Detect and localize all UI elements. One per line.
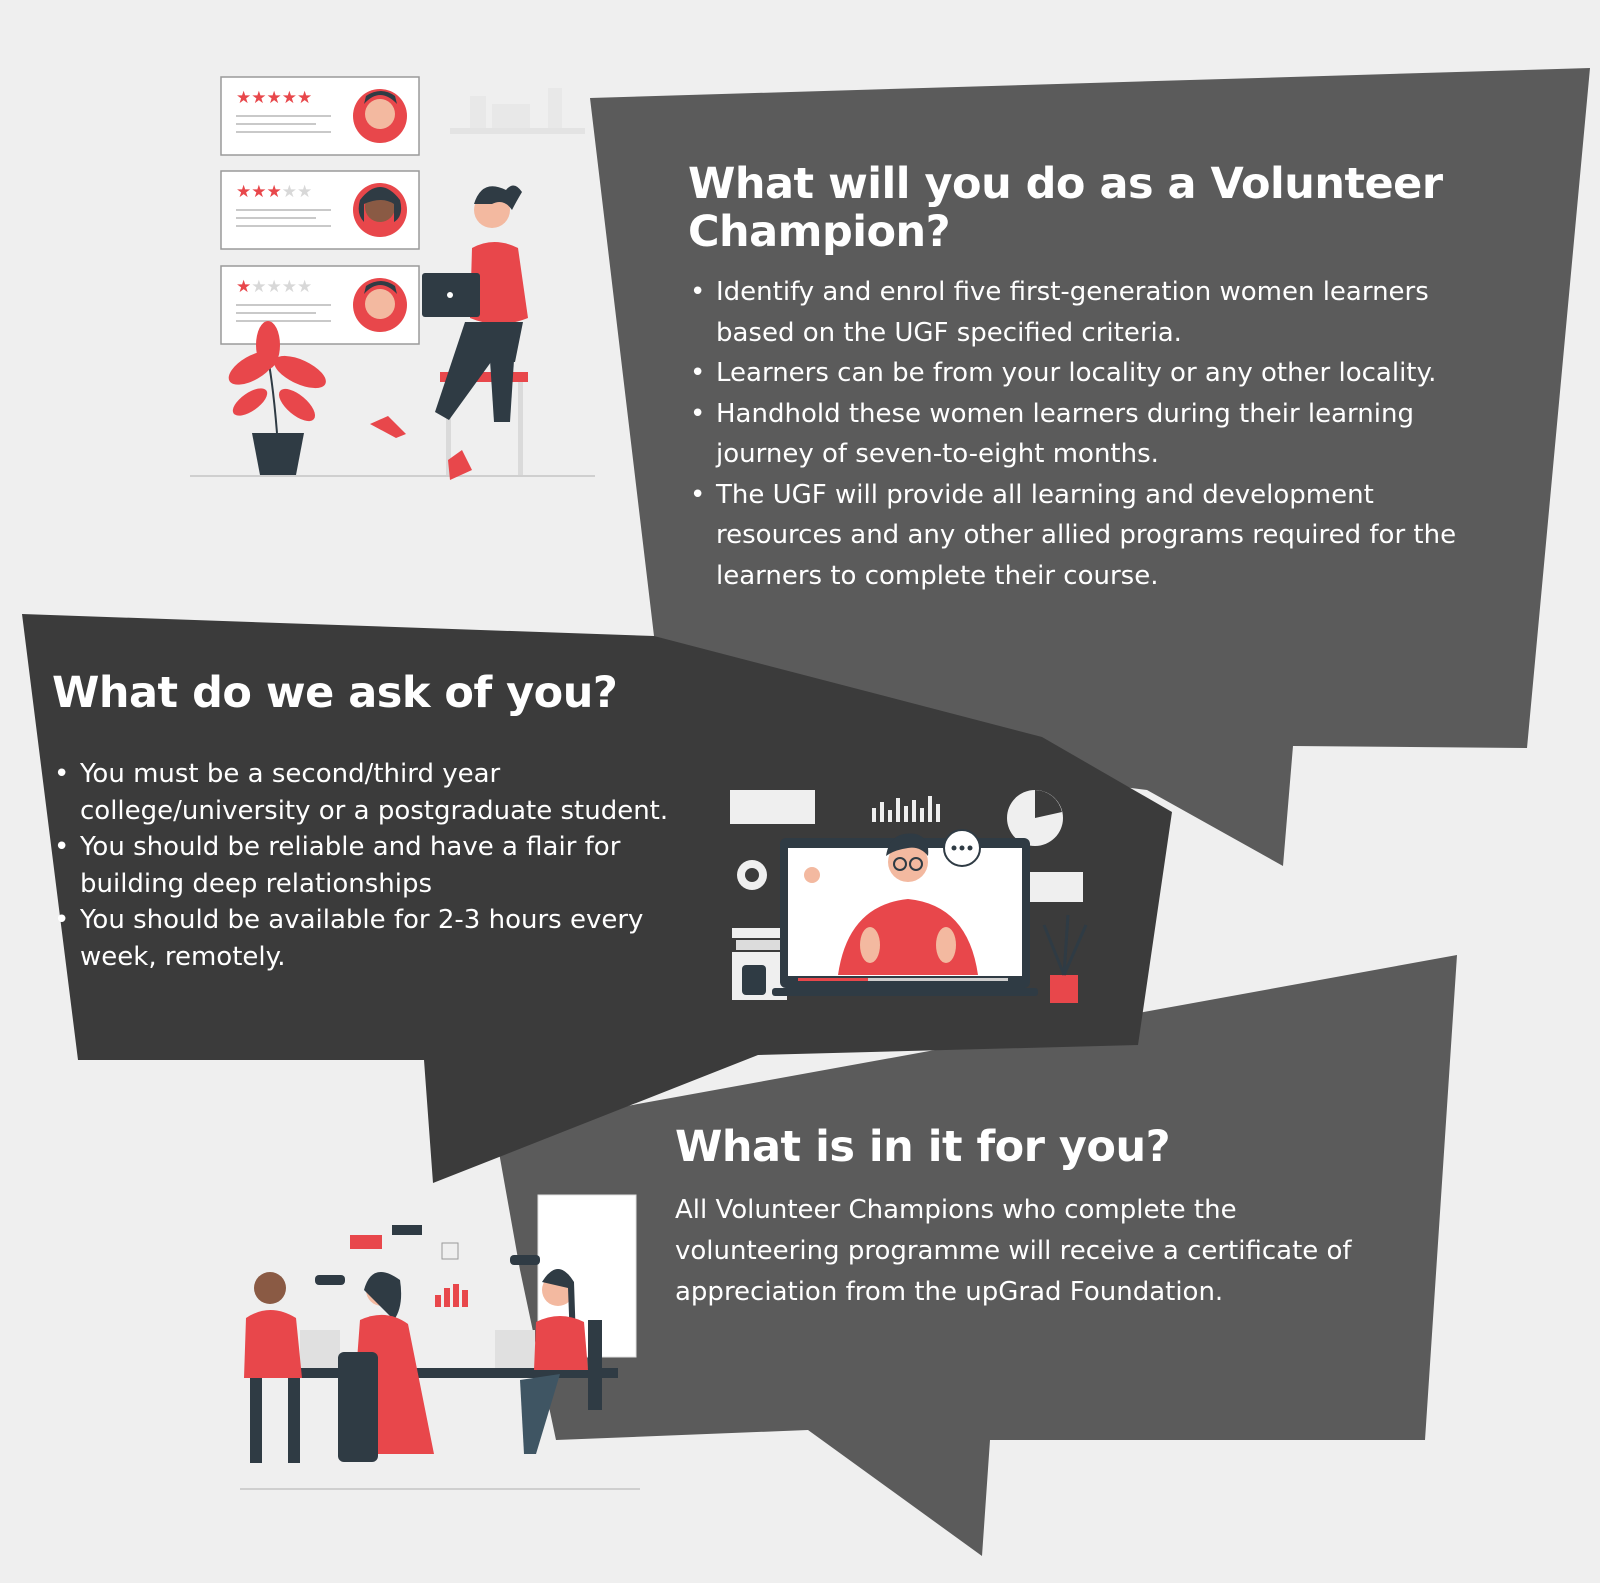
list-item: • The UGF will provide all learning and development resources and any other allied programs required for the learners to complete their course. (688, 475, 1488, 597)
section-benefits (675, 1122, 1355, 1313)
person-middle (338, 1272, 434, 1462)
section-heading: What is in it for you? (675, 1122, 1171, 1172)
list-item: • You should be available for 2-3 hours every week, remotely. (52, 902, 672, 975)
rating-card-five-stars (221, 77, 419, 155)
list-item: • You must be a second/third year college/university or a postgraduate student. (52, 756, 672, 829)
section-heading: What do we ask of you? (52, 668, 618, 718)
stars-five: ★★★★★ (236, 88, 313, 108)
list-item: • Identify and enrol five first-generation women learners based on the UGF specified criteria. (688, 272, 1488, 353)
bullet-list (688, 272, 1488, 596)
list-item: • Learners can be from your locality or any other locality. (688, 353, 1488, 394)
section-heading: What will you do as a Volunteer Champion? (688, 159, 1443, 257)
list-item: • Handhold these women learners during their learning journey of seven-to-eight months. (688, 394, 1488, 475)
stars-one: ★★★★★ (236, 277, 313, 297)
bullet-list (52, 756, 672, 975)
speech-dots-icon (944, 830, 980, 866)
stars-three: ★★★★★ (236, 182, 313, 202)
shelf-decor (450, 88, 585, 134)
rating-card-one-star (221, 266, 419, 344)
target-icon (737, 860, 767, 890)
bar-chart-icon (435, 1284, 468, 1307)
rating-card-three-stars (221, 171, 419, 249)
person-left (244, 1272, 302, 1463)
section-volunteer-tasks (688, 160, 1488, 596)
list-item: • You should be reliable and have a flair for building deep relationships (52, 829, 672, 902)
pie-chart-icon (1007, 790, 1063, 846)
team-meeting-illustration (240, 1195, 640, 1490)
section-requirements (52, 668, 672, 975)
woman-rating-reviews-illustration (190, 77, 595, 480)
section-body: All Volunteer Champions who complete the volunteering programme will receive a certificate of appreciation from the upGrad Foundation. (675, 1195, 1352, 1307)
